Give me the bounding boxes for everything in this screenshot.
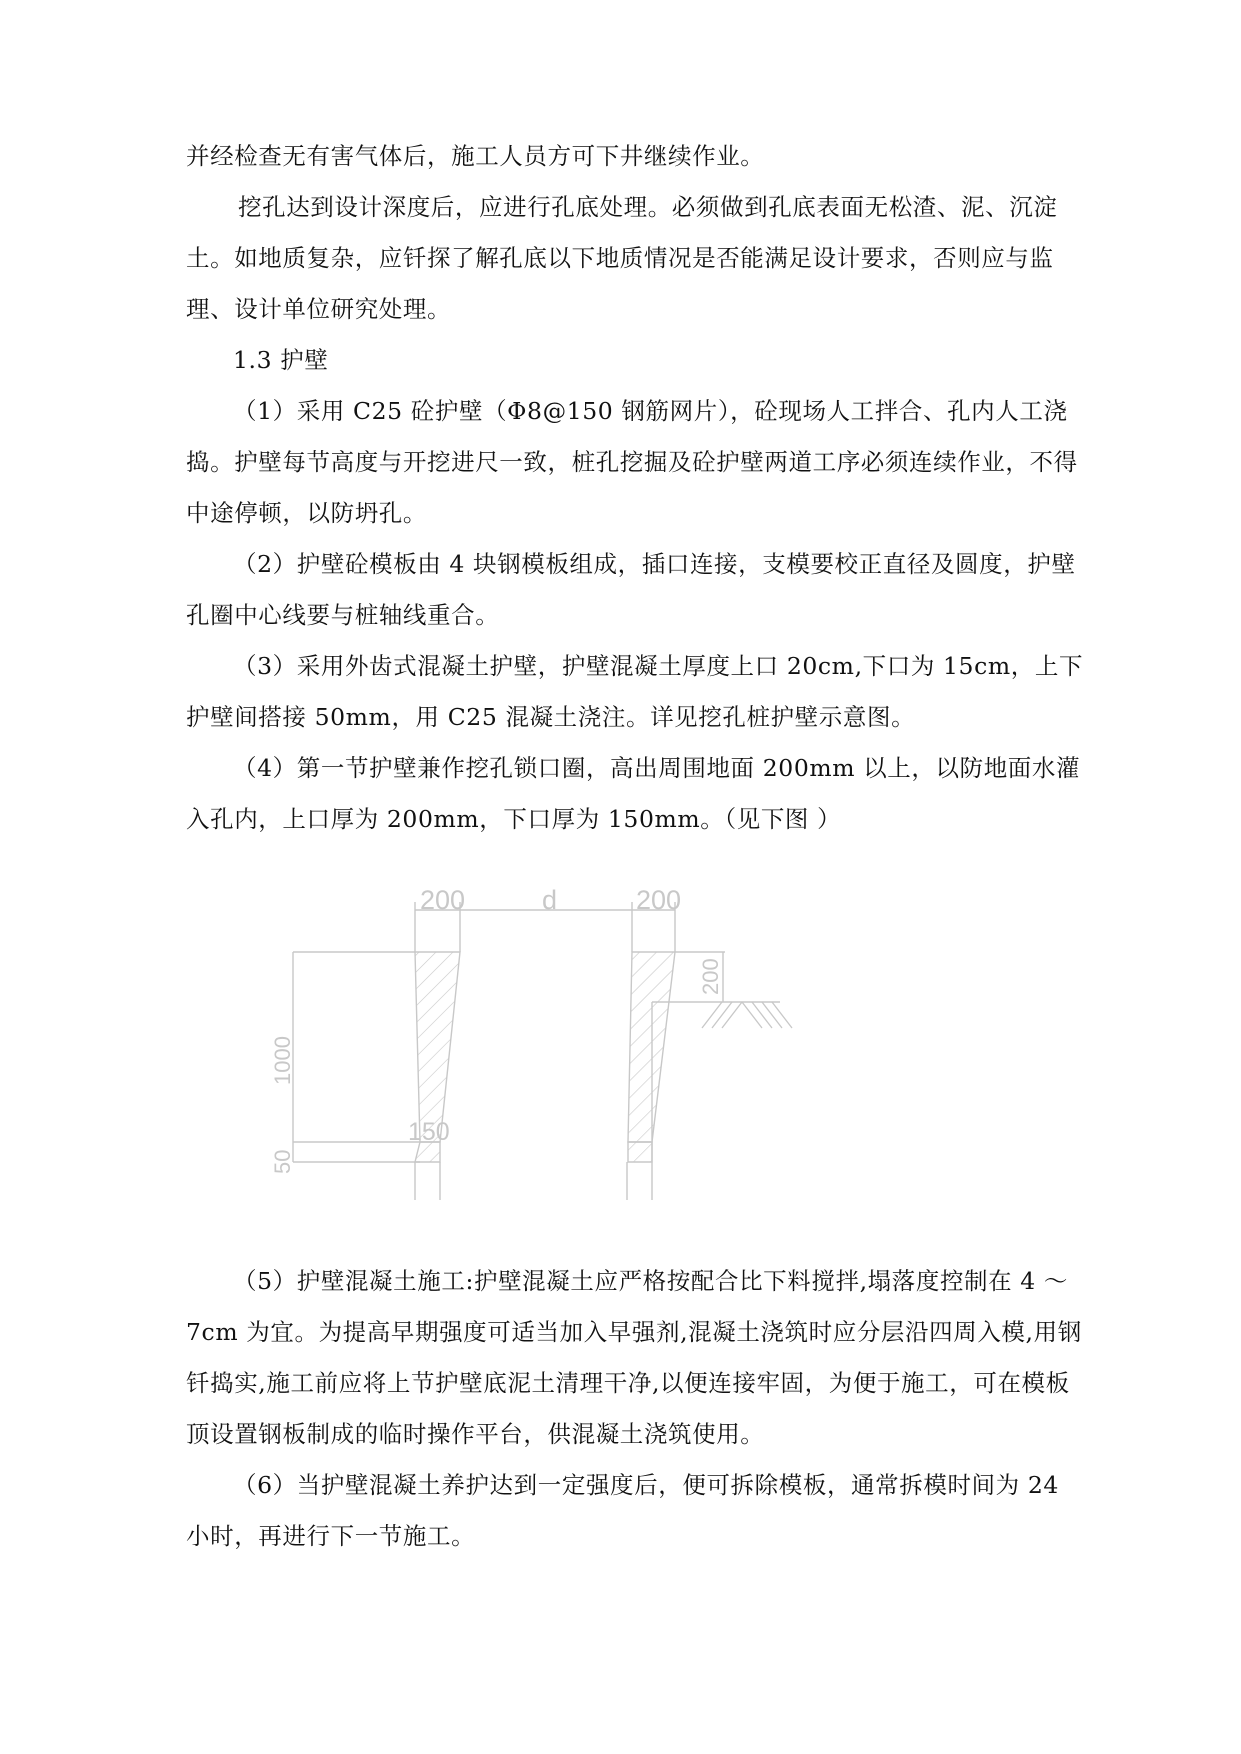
right-wall-lower-lip [628, 1142, 652, 1162]
paragraph-item-2: （2）护壁砼模板由 4 块钢模板组成，插口连接，支模要校正直径及圆度，护壁孔圈中心线要与桩轴线重合。 [186, 550, 1076, 629]
label-bottom-width: 150 [408, 1118, 450, 1146]
paragraph-item-4: （4）第一节护壁兼作挖孔锁口圈，高出周围地面 200mm 以上，以防地面水灌入孔内，上口厚为 200mm，下口厚为 150mm。（见下图 ） [186, 754, 1081, 833]
label-overlap: 50 [270, 1149, 295, 1174]
label-top-left-width: 200 [420, 885, 466, 915]
paragraph-gas-check: 并经检查无有害气体后，施工人员方可下井继续作业。 [186, 142, 765, 170]
label-diameter: d [542, 885, 558, 915]
label-top-right-width: 200 [636, 885, 682, 915]
paragraph-hole-bottom: 挖孔达到设计深度后，应进行孔底处理。必须做到孔底表面无松渣、泥、沉淀土。如地质复杂，应钎探了解孔底以下地质情况是否能满足设计要求，否则应与监理、设计单位研究处理。 [186, 193, 1058, 323]
ground-symbol [702, 1002, 792, 1028]
section-heading-retaining-wall: 1.3 护壁 [233, 346, 329, 374]
left-wall-section [415, 952, 460, 1142]
paragraph-item-5: （5）护壁混凝土施工:护壁混凝土应严格按配合比下料搅拌,塌落度控制在 4 ～ 7cm 为宜。为提高早期强度可适当加入早强剂,混凝土浇筑时应分层沿四周入模,用钢钎捣实,施工前应将上节护壁底泥土清理干净,以便连接牢固，为便于施工，可在模板顶设置钢板制成的临时操作平台，供混凝土浇筑使用。 [186, 1267, 1082, 1448]
paragraph-item-1: （1）采用 C25 砼护壁（Φ8@150 钢筋网片），砼现场人工拌合、孔内人工浇捣。护壁每节高度与开挖进尺一致，桩孔挖掘及砼护壁两道工序必须连续作业，不得中途停顿，以防坍孔。 [186, 397, 1078, 527]
paragraph-item-6: （6）当护壁混凝土养护达到一定强度后，便可拆除模板，通常拆模时间为 24 小时，再进行下一节施工。 [186, 1471, 1059, 1550]
label-height-above-ground: 200 [698, 958, 723, 995]
retaining-wall-diagram [270, 870, 900, 1200]
paragraph-item-3: （3）采用外齿式混凝土护壁，护壁混凝土厚度上口 20cm,下口为 15cm，上下护壁间搭接 50mm，用 C25 混凝土浇注。详见挖孔桩护壁示意图。 [186, 652, 1084, 731]
label-section-height: 1000 [270, 1036, 295, 1085]
